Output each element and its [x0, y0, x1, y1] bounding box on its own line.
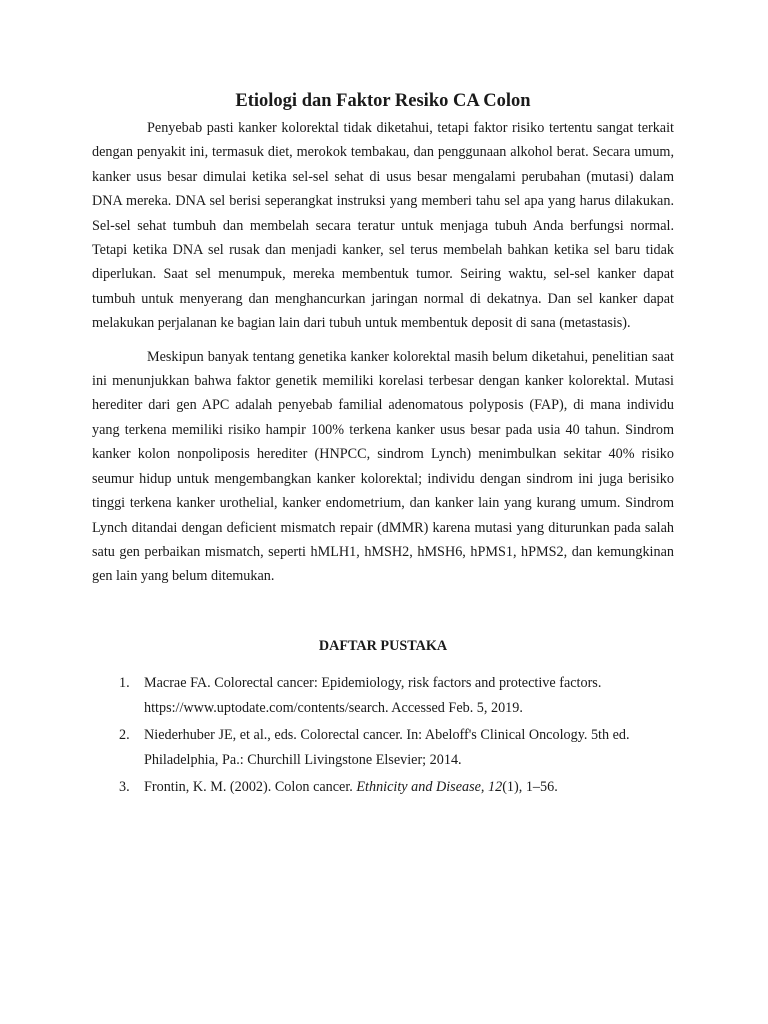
reference-number: 3.: [119, 778, 130, 795]
reference-number: 2.: [119, 726, 130, 743]
reference-text: Macrae FA. Colorectal cancer: Epidemiology, risk factors and protective factors. https://www.uptodate.com/contents/search. Accessed Feb. 5, 2019.: [144, 674, 602, 716]
reference-item: [92, 775, 674, 800]
paragraph-etiology: Penyebab pasti kanker kolorektal tidak diketahui, tetapi faktor risiko tertentu sangat terkait dengan penyakit ini, termasuk diet, merokok tembakau, dan penggunaan alkohol berat. Secara umum, kanker usus besar dimulai ketika sel-sel sehat di usus besar mengalami perubahan (mutasi) dalam DNA mereka. DNA sel berisi seperangkat instruksi yang memberi tahu sel apa yang harus dilakukan. Sel-sel sehat tumbuh dan membelah secara teratur untuk menjaga tubuh Anda berfungsi normal. Tetapi ketika DNA sel rusak dan menjadi kanker, sel terus membelah bahkan ketika sel baru tidak diperlukan. Saat sel menumpuk, mereka membentuk tumor. Seiring waktu, sel-sel kanker dapat tumbuh untuk menyerang dan menghancurkan jaringan normal di dekatnya. Dan sel kanker dapat melakukan perjalanan ke bagian lain dari tubuh untuk membentuk deposit di sana (metastasis).: [92, 120, 674, 332]
document-title: Etiologi dan Faktor Resiko CA Colon: [235, 91, 531, 111]
document-page: [92, 88, 674, 802]
references-heading: DAFTAR PUSTAKA: [318, 637, 448, 654]
reference-item: [92, 671, 674, 721]
reference-text: [144, 779, 558, 795]
reference-separator: ,: [480, 778, 488, 795]
reference-volume: 12: [488, 778, 503, 795]
reference-issue-pages: (1), 1–56.: [502, 778, 558, 795]
reference-text: Niederhuber JE, et al., eds. Colorectal cancer. In: Abeloff's Clinical Oncology. 5th ed. Philadelphia, Pa.: Churchill Livingstone Elsevier; 2014.: [144, 726, 630, 768]
reference-journal: Ethnicity and Disease: [356, 778, 481, 795]
reference-authors-title: Frontin, K. M. (2002). Colon cancer.: [144, 778, 357, 795]
reference-number: 1.: [119, 674, 130, 691]
reference-item: [92, 723, 674, 773]
references-list: [92, 671, 674, 800]
paragraph-genetics: Meskipun banyak tentang genetika kanker kolorektal masih belum diketahui, penelitian saat ini menunjukkan bahwa faktor genetik memiliki korelasi terbesar dengan kanker kolorektal. Mutasi herediter dari gen APC adalah penyebab familial adenomatous polyposis (FAP), di mana individu yang terkena memiliki risiko hampir 100% terkena kanker usus besar pada usia 40 tahun. Sindrom kanker kolon nonpoliposis herediter (HNPCC, sindrom Lynch) menimbulkan sekitar 40% risiko seumur hidup untuk mengembangkan kanker kolorektal; individu dengan sindrom ini juga berisiko tinggi terkena kanker urothelial, kanker endometrium, dan kanker lain yang kurang umum. Sindrom Lynch ditandai dengan deficient mismatch repair (dMMR) karena mutasi yang diturunkan pada salah satu gen perbaikan mismatch, seperti hMLH1, hMSH2, hMSH6, hPMS1, hPMS2, dan kemungkinan gen lain yang belum ditemukan.: [92, 348, 674, 585]
